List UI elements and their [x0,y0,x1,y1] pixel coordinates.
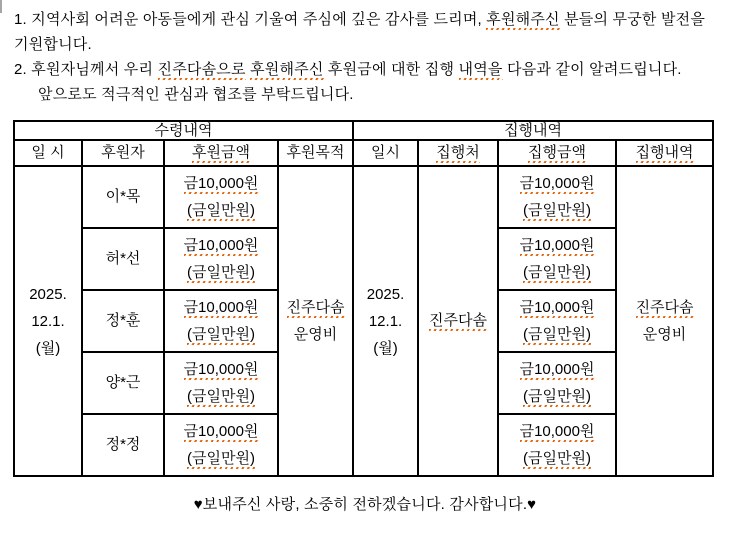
col-header-exec-agency-label: 집행처 [436,144,480,161]
exec-amount-number: 금10,000원 [519,423,595,440]
exec-detail-use: 운영비 [642,326,687,343]
exec-date-cell [353,166,418,476]
donor-name-cell: 양*근 [82,352,164,414]
col-header-donation-purpose: 후원목적 [278,140,353,166]
receipt-date-cell [14,166,82,476]
exec-date-weekday: (월) [373,339,398,357]
donation-amount-hangul: (금일만원) [187,326,255,343]
donation-amount-number: 금10,000원 [183,361,259,378]
exec-detail-cell [616,166,713,476]
exec-amount-number: 금10,000원 [519,175,595,192]
col-header-receipt-date: 일 시 [14,140,82,166]
donation-amount-cell [164,166,278,228]
execution-section-header [353,121,713,140]
donor-name-cell: 정*훈 [82,290,164,352]
exec-agency-name: 진주다솜 [429,312,488,329]
exec-amount-number: 금10,000원 [519,299,595,316]
receipt-date-year: 2025. [29,285,67,303]
col-header-exec-agency [418,140,498,166]
exec-amount-number: 금10,000원 [519,237,595,254]
col-header-donor: 후원자 [82,140,164,166]
donation-amount-number: 금10,000원 [183,175,259,192]
exec-amount-hangul: (금일만원) [523,326,591,343]
exec-amount-cell [498,228,616,290]
exec-amount-cell [498,352,616,414]
donation-amount-number: 금10,000원 [183,299,259,316]
exec-amount-cell [498,414,616,476]
paragraph-1-text-end: 분들의 무궁한 발전을 기원합니다. [14,11,706,53]
col-header-exec-detail [616,140,713,166]
col-header-exec-date: 일시 [353,140,418,166]
exec-date-day: 12.1. [368,312,403,330]
execution-section-title: 집행내역 [504,122,563,139]
paragraph-2-text-end: 다음과 같이 알려드립니다. [502,61,682,78]
paragraph-1-text: 1. 지역사회 어려운 아동들에게 관심 기울여 주심에 깊은 감사를 드리며, [14,11,487,28]
exec-amount-hangul: (금일만원) [523,450,591,467]
text-cursor-mark [0,0,2,13]
donation-ledger-table [13,120,714,477]
paragraph-3: 앞으로도 적극적인 관심과 협조를 부탁드립니다. [38,86,354,103]
table-row [14,166,713,228]
donation-purpose-cell [278,166,353,476]
donation-amount-cell [164,414,278,476]
exec-amount-number: 금10,000원 [519,361,595,378]
paragraph-2-text-mid: 후원금에 대한 집행 [323,61,459,78]
exec-date-year: 2025. [366,285,405,303]
donor-name-cell: 정*정 [82,414,164,476]
closing-message: ♥보내주신 사랑, 소중히 전하겠습니다. 감사합니다.♥ [193,496,537,513]
receipt-section-title: 수령내역 [154,122,213,139]
donation-amount-hangul: (금일만원) [187,202,255,219]
exec-amount-hangul: (금일만원) [523,388,591,405]
col-header-exec-detail-label: 집행내역 [635,144,694,161]
exec-detail-org: 진주다솜 [635,299,694,316]
table-column-header-row [14,140,713,166]
exec-amount-cell [498,290,616,352]
donation-amount-cell [164,290,278,352]
col-header-donation-amount [164,140,278,166]
donation-amount-cell [164,352,278,414]
receipt-section-header [14,121,353,140]
donation-purpose-use: 운영비 [293,326,338,343]
receipt-date-day: 12.1. [31,312,65,330]
donor-name-cell: 이*목 [82,166,164,228]
donation-amount-hangul: (금일만원) [187,388,255,405]
donation-amount-hangul: (금일만원) [187,450,255,467]
donor-name-cell: 허*선 [82,228,164,290]
paragraph-1-squiggle-word: 후원해주신 [486,11,560,28]
donation-amount-cell [164,228,278,290]
paragraph-2-squiggle-word-1: 진주다솜으로 [157,61,246,78]
exec-amount-hangul: (금일만원) [523,264,591,281]
exec-amount-hangul: (금일만원) [523,202,591,219]
receipt-date-weekday: (월) [35,339,61,357]
intro-paragraphs [0,0,724,107]
paragraph-2 [14,57,714,82]
donation-amount-hangul: (금일만원) [187,264,255,281]
col-header-donation-amount-label: 후원금액 [192,144,250,161]
paragraph-1 [14,7,714,57]
donation-purpose-org: 진주다솜 [286,299,345,316]
donation-amount-number: 금10,000원 [183,423,259,440]
exec-amount-cell [498,166,616,228]
col-header-exec-amount [498,140,616,166]
paragraph-2-squiggle-word-3: 내역을 [458,61,503,78]
paragraph-2-text: 2. 후원자님께서 우리 [14,61,158,78]
col-header-exec-amount-label: 집행금액 [528,144,587,161]
exec-agency-cell [418,166,498,476]
table-section-header-row [14,121,713,140]
paragraph-2-squiggle-word-2: 후원해주신 [250,61,324,78]
donation-amount-number: 금10,000원 [183,237,259,254]
